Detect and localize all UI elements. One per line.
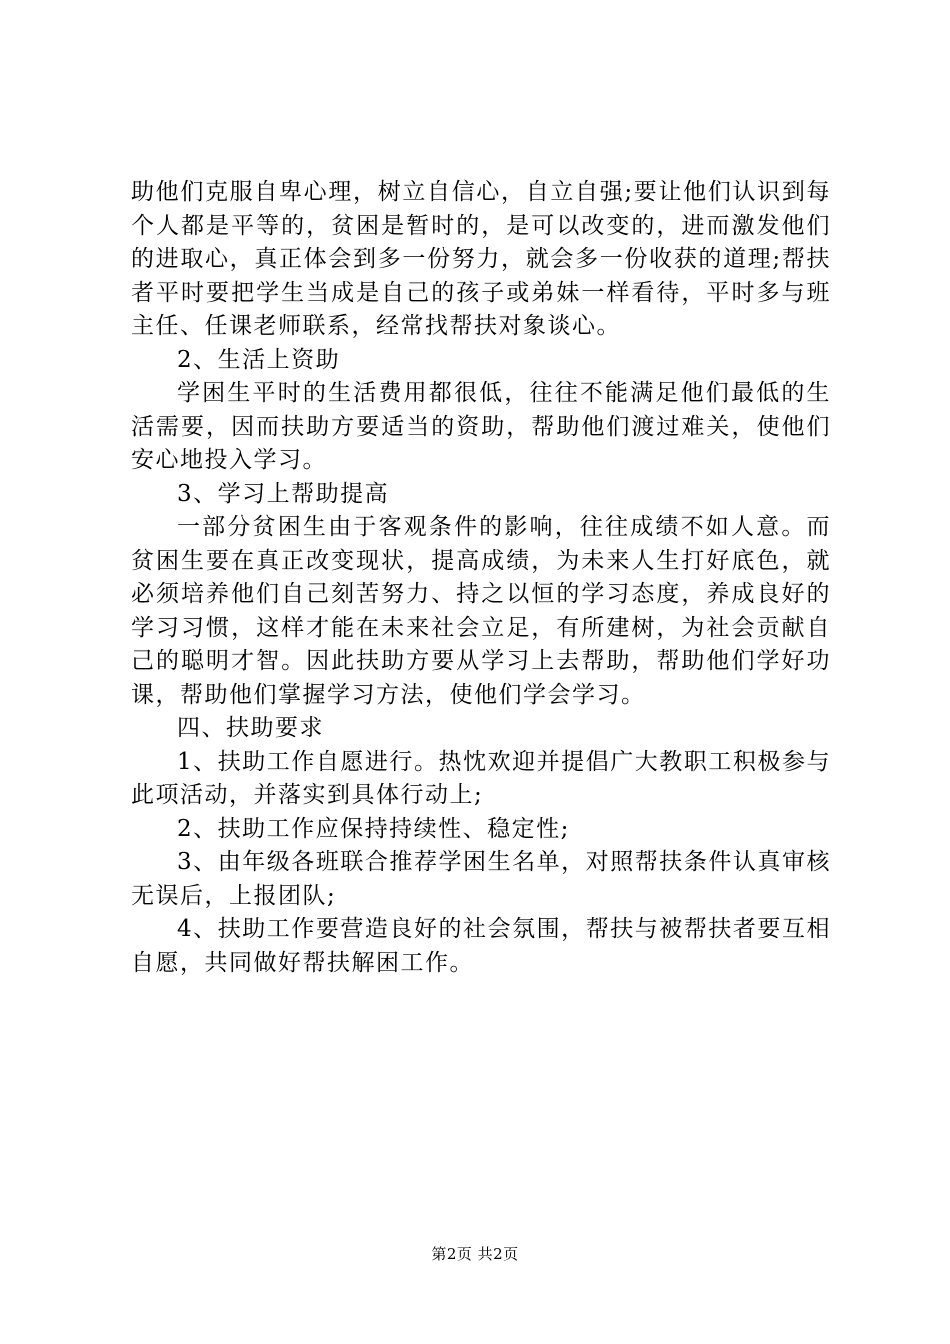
section-heading: 2、生活上资助 — [177, 346, 341, 373]
body-paragraph: 助他们克服自卑心理，树立自信心，自立自强;要让他们认识到每个人都是平等的，贫困是暂时的，是可以改变的，进而激发他们的进取心，真正体会到多一份努力，就会多一份收获的道理;帮扶者平时要把学生当成是自己的孩子或弟妹一样看待，平时多与班主任、任课老师联系，经常找帮扶对象谈心。 — [131, 179, 831, 339]
page-number-footer: 第2页 共2页 — [431, 1245, 519, 1263]
document-body — [131, 176, 831, 980]
list-item: 1、扶助工作自愿进行。热忱欢迎并提倡广大教职工积极参与此项活动，并落实到具体行动上; — [131, 748, 831, 808]
body-paragraph: 学困生平时的生活费用都很低，往往不能满足他们最低的生活需要，因而扶助方要适当的资助，帮助他们渡过难关，使他们安心地投入学习。 — [131, 380, 831, 473]
body-paragraph: 一部分贫困生由于客观条件的影响，往往成绩不如人意。而贫困生要在真正改变现状，提高成绩，为未来人生打好底色，就必须培养他们自己刻苦努力、持之以恒的学习态度，养成良好的学习习惯，这样才能在未来社会立足，有所建树，为社会贡献自己的聪明才智。因此扶助方要从学习上去帮助，帮助他们学好功课，帮助他们掌握学习方法，使他们学会学习。 — [131, 514, 831, 708]
list-item: 2、扶助工作应保持持续性、稳定性; — [177, 815, 570, 842]
section-heading: 3、学习上帮助提高 — [177, 480, 390, 507]
list-item: 3、由年级各班联合推荐学困生名单，对照帮扶条件认真审核无误后，上报团队; — [131, 849, 831, 909]
list-item: 4、扶助工作要营造良好的社会氛围，帮扶与被帮扶者要互相自愿，共同做好帮扶解困工作。 — [131, 916, 831, 976]
section-heading: 四、扶助要求 — [177, 715, 324, 741]
